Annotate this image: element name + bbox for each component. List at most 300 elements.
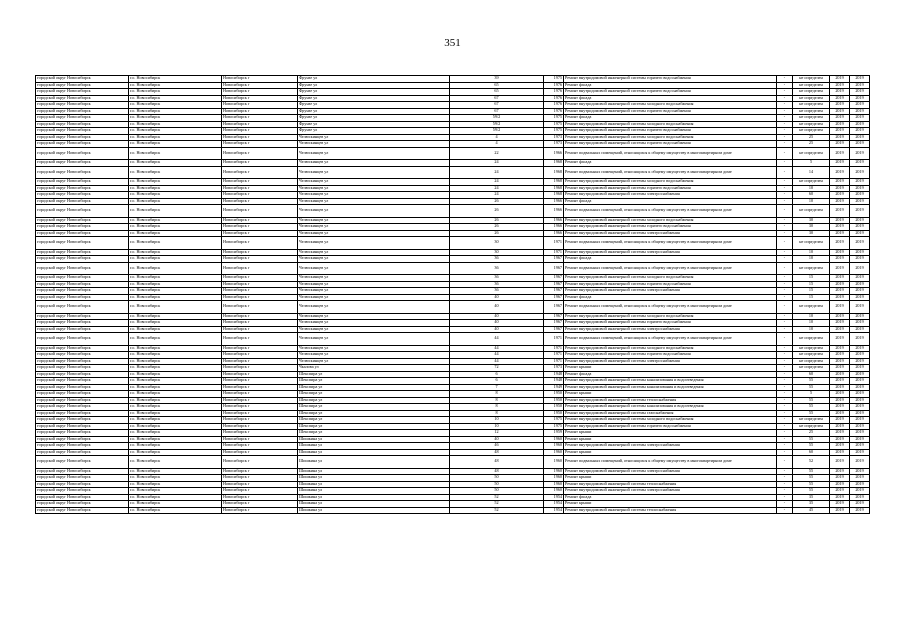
dash-cell: -	[777, 410, 793, 417]
house-number-cell: 8	[450, 404, 544, 411]
street-cell: Фрунзе ул	[298, 76, 450, 83]
dash-cell: -	[777, 230, 793, 237]
year-end-cell: 2019	[850, 95, 870, 102]
year-end-cell: 2019	[850, 115, 870, 122]
district-cell: городской округ Новосибирск	[36, 147, 129, 160]
year-end-cell: 2019	[850, 352, 870, 359]
table-row	[36, 147, 870, 160]
house-number-cell: 46	[450, 443, 544, 450]
street-cell: Шишкина ул	[298, 494, 450, 501]
year-start-cell: 2019	[830, 443, 850, 450]
cost-cell: не определен	[793, 417, 830, 424]
build-year-cell: 1966	[544, 230, 564, 237]
work-type-cell: Ремонт внутридомовой инженерной системы горячего водоснабжения	[564, 224, 777, 231]
work-type-cell: Ремонт фасада	[564, 371, 777, 378]
city-cell: Новосибирск г	[222, 430, 298, 437]
city-cell: Новосибирск г	[222, 417, 298, 424]
district-cell: городской округ Новосибирск	[36, 224, 129, 231]
dash-cell: -	[777, 345, 793, 352]
build-year-cell: 1967	[544, 275, 564, 282]
year-end-cell: 2019	[850, 456, 870, 469]
dash-cell: -	[777, 358, 793, 365]
year-end-cell: 2019	[850, 82, 870, 89]
dash-cell: -	[777, 205, 793, 218]
build-year-cell: 1975	[544, 121, 564, 128]
street-cell: Фрунзе ул	[298, 89, 450, 96]
district-cell: городской округ Новосибирск	[36, 256, 129, 263]
street-cell: Фрунзе ул	[298, 82, 450, 89]
settlement-cell: г.о. Новосибирск	[129, 185, 222, 192]
year-start-cell: 2019	[830, 494, 850, 501]
district-cell: городской округ Новосибирск	[36, 301, 129, 314]
dash-cell: -	[777, 108, 793, 115]
year-end-cell: 2019	[850, 371, 870, 378]
settlement-cell: г.о. Новосибирск	[129, 288, 222, 295]
cost-cell: не определен	[793, 82, 830, 89]
city-cell: Новосибирск г	[222, 141, 298, 148]
build-year-cell: 1968	[544, 185, 564, 192]
district-cell: городской округ Новосибирск	[36, 237, 129, 250]
settlement-cell: г.о. Новосибирск	[129, 192, 222, 199]
house-number-cell: 44	[450, 345, 544, 352]
year-end-cell: 2019	[850, 449, 870, 456]
house-number-cell: 40	[450, 320, 544, 327]
street-cell: Шишкина ул	[298, 449, 450, 456]
house-number-cell: 44	[450, 358, 544, 365]
street-cell: Шекспира ул	[298, 417, 450, 424]
district-cell: городской округ Новосибирск	[36, 166, 129, 179]
city-cell: Новосибирск г	[222, 102, 298, 109]
year-start-cell: 2019	[830, 404, 850, 411]
house-number-cell: 52	[450, 507, 544, 514]
build-year-cell: 1950	[544, 410, 564, 417]
work-type-cell: Ремонт внутридомовой инженерной системы теплоснабжения	[564, 507, 777, 514]
settlement-cell: г.о. Новосибирск	[129, 384, 222, 391]
street-cell: Челюскинцев ул	[298, 185, 450, 192]
district-cell: городской округ Новосибирск	[36, 128, 129, 135]
city-cell: Новосибирск г	[222, 82, 298, 89]
dash-cell: -	[777, 224, 793, 231]
build-year-cell: 1960	[544, 475, 564, 482]
street-cell: Челюскинцев ул	[298, 320, 450, 327]
house-number-cell: 36	[450, 281, 544, 288]
house-number-cell: 6	[450, 378, 544, 385]
house-number-cell: 7	[450, 384, 544, 391]
cost-cell: не определен	[793, 365, 830, 372]
year-start-cell: 2019	[830, 481, 850, 488]
settlement-cell: г.о. Новосибирск	[129, 443, 222, 450]
year-start-cell: 2019	[830, 358, 850, 365]
year-start-cell: 2019	[830, 475, 850, 482]
year-end-cell: 2019	[850, 326, 870, 333]
build-year-cell: 1975	[544, 115, 564, 122]
year-end-cell: 2019	[850, 494, 870, 501]
cost-cell: 55	[793, 468, 830, 475]
build-year-cell: 1968	[544, 192, 564, 199]
work-type-cell: Ремонт внутридомовой инженерной системы холодного водоснабжения	[564, 345, 777, 352]
year-start-cell: 2019	[830, 410, 850, 417]
work-type-cell: Ремонт фасада	[564, 494, 777, 501]
cost-cell: не определен	[793, 262, 830, 275]
year-start-cell: 2019	[830, 89, 850, 96]
build-year-cell: 1968	[544, 179, 564, 186]
house-number-cell: 67	[450, 102, 544, 109]
year-end-cell: 2019	[850, 160, 870, 167]
settlement-cell: г.о. Новосибирск	[129, 436, 222, 443]
year-start-cell: 2019	[830, 256, 850, 263]
city-cell: Новосибирск г	[222, 507, 298, 514]
year-end-cell: 2019	[850, 481, 870, 488]
district-cell: городской округ Новосибирск	[36, 507, 129, 514]
settlement-cell: г.о. Новосибирск	[129, 230, 222, 237]
district-cell: городской округ Новосибирск	[36, 494, 129, 501]
settlement-cell: г.о. Новосибирск	[129, 134, 222, 141]
settlement-cell: г.о. Новосибирск	[129, 475, 222, 482]
settlement-cell: г.о. Новосибирск	[129, 256, 222, 263]
year-start-cell: 2019	[830, 198, 850, 205]
city-cell: Новосибирск г	[222, 391, 298, 398]
dash-cell: -	[777, 294, 793, 301]
build-year-cell: 1966	[544, 217, 564, 224]
work-type-cell: Ремонт внутридомовой инженерной системы холодного водоснабжения	[564, 102, 777, 109]
year-end-cell: 2019	[850, 128, 870, 135]
build-year-cell: 1966	[544, 224, 564, 231]
dash-cell: -	[777, 185, 793, 192]
street-cell: Челюскинцев ул	[298, 345, 450, 352]
work-type-cell: Ремонт фасада	[564, 95, 777, 102]
cost-cell: 55	[793, 436, 830, 443]
build-year-cell: 1971	[544, 333, 564, 346]
year-start-cell: 2019	[830, 365, 850, 372]
district-cell: городской округ Новосибирск	[36, 430, 129, 437]
work-type-cell: Ремонт внутридомовой инженерной системы горячего водоснабжения	[564, 423, 777, 430]
house-number-cell: 24	[450, 166, 544, 179]
settlement-cell: г.о. Новосибирск	[129, 352, 222, 359]
build-year-cell: 1976	[544, 82, 564, 89]
house-number-cell: 6	[450, 371, 544, 378]
city-cell: Новосибирск г	[222, 198, 298, 205]
street-cell: Шишкина ул	[298, 481, 450, 488]
dash-cell: -	[777, 371, 793, 378]
cost-cell: не определен	[793, 108, 830, 115]
cost-cell: 15	[793, 281, 830, 288]
district-cell: городской округ Новосибирск	[36, 108, 129, 115]
district-cell: городской округ Новосибирск	[36, 76, 129, 83]
street-cell: Челюскинцев ул	[298, 217, 450, 224]
settlement-cell: г.о. Новосибирск	[129, 430, 222, 437]
district-cell: городской округ Новосибирск	[36, 288, 129, 295]
settlement-cell: г.о. Новосибирск	[129, 141, 222, 148]
work-type-cell: Ремонт фасада	[564, 115, 777, 122]
city-cell: Новосибирск г	[222, 288, 298, 295]
build-year-cell: 1976	[544, 95, 564, 102]
build-year-cell: 1954	[544, 494, 564, 501]
settlement-cell: г.о. Новосибирск	[129, 449, 222, 456]
settlement-cell: г.о. Новосибирск	[129, 95, 222, 102]
dash-cell: -	[777, 301, 793, 314]
city-cell: Новосибирск г	[222, 76, 298, 83]
settlement-cell: г.о. Новосибирск	[129, 378, 222, 385]
cost-cell: не определен	[793, 333, 830, 346]
city-cell: Новосибирск г	[222, 326, 298, 333]
house-number-cell: 40	[450, 436, 544, 443]
city-cell: Новосибирск г	[222, 410, 298, 417]
city-cell: Новосибирск г	[222, 281, 298, 288]
street-cell: Фрунзе ул	[298, 121, 450, 128]
year-start-cell: 2019	[830, 108, 850, 115]
settlement-cell: г.о. Новосибирск	[129, 237, 222, 250]
settlement-cell: г.о. Новосибирск	[129, 371, 222, 378]
settlement-cell: г.о. Новосибирск	[129, 301, 222, 314]
cost-cell: 60	[793, 371, 830, 378]
city-cell: Новосибирск г	[222, 262, 298, 275]
year-start-cell: 2019	[830, 262, 850, 275]
build-year-cell: 1960	[544, 488, 564, 495]
build-year-cell: 1973	[544, 134, 564, 141]
work-type-cell: Ремонт внутридомовой инженерной системы электроснабжения	[564, 288, 777, 295]
settlement-cell: г.о. Новосибирск	[129, 501, 222, 508]
district-cell: городской округ Новосибирск	[36, 468, 129, 475]
build-year-cell: 1967	[544, 320, 564, 327]
build-year-cell: 1976	[544, 89, 564, 96]
street-cell: Фрунзе ул	[298, 95, 450, 102]
year-start-cell: 2019	[830, 507, 850, 514]
settlement-cell: г.о. Новосибирск	[129, 468, 222, 475]
settlement-cell: г.о. Новосибирск	[129, 423, 222, 430]
city-cell: Новосибирск г	[222, 404, 298, 411]
dash-cell: -	[777, 134, 793, 141]
build-year-cell: 1950	[544, 397, 564, 404]
cost-cell: 10	[793, 326, 830, 333]
house-number-cell: 65	[450, 82, 544, 89]
district-cell: городской округ Новосибирск	[36, 115, 129, 122]
year-start-cell: 2019	[830, 115, 850, 122]
year-end-cell: 2019	[850, 294, 870, 301]
build-year-cell: 1971	[544, 358, 564, 365]
build-year-cell: 1948	[544, 371, 564, 378]
year-end-cell: 2019	[850, 249, 870, 256]
build-year-cell: 1967	[544, 313, 564, 320]
work-type-cell: Ремонт внутридомовой инженерной системы горячего водоснабжения	[564, 281, 777, 288]
work-type-cell: Ремонт внутридомовой инженерной системы теплоснабжения	[564, 481, 777, 488]
house-number-cell: 36	[450, 262, 544, 275]
cost-cell: 25	[793, 134, 830, 141]
dash-cell: -	[777, 423, 793, 430]
dash-cell: -	[777, 121, 793, 128]
dash-cell: -	[777, 417, 793, 424]
year-end-cell: 2019	[850, 301, 870, 314]
cost-cell: 30	[793, 217, 830, 224]
district-cell: городской округ Новосибирск	[36, 449, 129, 456]
year-end-cell: 2019	[850, 121, 870, 128]
year-end-cell: 2019	[850, 256, 870, 263]
year-end-cell: 2019	[850, 262, 870, 275]
street-cell: Челюскинцев ул	[298, 275, 450, 282]
cost-cell: 10	[793, 249, 830, 256]
house-number-cell: 24	[450, 185, 544, 192]
street-cell: Фрунзе ул	[298, 128, 450, 135]
work-type-cell: Ремонт внутридомовой инженерной системы канализования и водоотведения	[564, 404, 777, 411]
dash-cell: -	[777, 82, 793, 89]
street-cell: Шишкина ул	[298, 436, 450, 443]
street-cell: Шекспира ул	[298, 410, 450, 417]
year-end-cell: 2019	[850, 147, 870, 160]
build-year-cell: 1968	[544, 160, 564, 167]
table-row	[36, 205, 870, 218]
table-row	[36, 237, 870, 250]
year-end-cell: 2019	[850, 423, 870, 430]
district-cell: городской округ Новосибирск	[36, 443, 129, 450]
settlement-cell: г.о. Новосибирск	[129, 262, 222, 275]
house-number-cell: 12	[450, 430, 544, 437]
house-number-cell: 44	[450, 352, 544, 359]
cost-cell: не определен	[793, 358, 830, 365]
settlement-cell: г.о. Новосибирск	[129, 333, 222, 346]
cost-cell: не определен	[793, 345, 830, 352]
district-cell: городской округ Новосибирск	[36, 384, 129, 391]
city-cell: Новосибирск г	[222, 358, 298, 365]
year-start-cell: 2019	[830, 423, 850, 430]
settlement-cell: г.о. Новосибирск	[129, 507, 222, 514]
dash-cell: -	[777, 275, 793, 282]
house-number-cell: 10	[450, 423, 544, 430]
cost-cell: не определен	[793, 89, 830, 96]
build-year-cell: 1960	[544, 436, 564, 443]
dash-cell: -	[777, 352, 793, 359]
dash-cell: -	[777, 141, 793, 148]
settlement-cell: г.о. Новосибирск	[129, 166, 222, 179]
house-number-cell: 4	[450, 141, 544, 148]
city-cell: Новосибирск г	[222, 205, 298, 218]
cost-cell: 55	[793, 378, 830, 385]
work-type-cell: Ремонт крыши	[564, 436, 777, 443]
district-cell: городской округ Новосибирск	[36, 230, 129, 237]
build-year-cell: 1967	[544, 301, 564, 314]
street-cell: Челюскинцев ул	[298, 205, 450, 218]
dash-cell: -	[777, 256, 793, 263]
street-cell: Шишкина ул	[298, 501, 450, 508]
dash-cell: -	[777, 115, 793, 122]
street-cell: Шишкина ул	[298, 456, 450, 469]
page-number: 351	[444, 37, 461, 49]
dash-cell: -	[777, 320, 793, 327]
build-year-cell: 1967	[544, 326, 564, 333]
dash-cell: -	[777, 95, 793, 102]
settlement-cell: г.о. Новосибирск	[129, 198, 222, 205]
year-start-cell: 2019	[830, 384, 850, 391]
year-end-cell: 2019	[850, 507, 870, 514]
settlement-cell: г.о. Новосибирск	[129, 417, 222, 424]
settlement-cell: г.о. Новосибирск	[129, 115, 222, 122]
street-cell: Шишкина ул	[298, 443, 450, 450]
city-cell: Новосибирск г	[222, 275, 298, 282]
dash-cell: -	[777, 288, 793, 295]
year-end-cell: 2019	[850, 198, 870, 205]
build-year-cell: 1954	[544, 501, 564, 508]
house-number-cell: 48	[450, 449, 544, 456]
city-cell: Новосибирск г	[222, 365, 298, 372]
work-type-cell: Ремонт внутридомовой инженерной системы горячего водоснабжения	[564, 185, 777, 192]
house-number-cell: 50	[450, 475, 544, 482]
house-number-cell: 44	[450, 333, 544, 346]
cost-cell: 10	[793, 313, 830, 320]
street-cell: Фрунзе ул	[298, 102, 450, 109]
work-type-cell: Ремонт внутридомовой инженерной системы электроснабжения	[564, 192, 777, 199]
city-cell: Новосибирск г	[222, 192, 298, 199]
city-cell: Новосибирск г	[222, 352, 298, 359]
build-year-cell: 1976	[544, 102, 564, 109]
settlement-cell: г.о. Новосибирск	[129, 102, 222, 109]
dash-cell: -	[777, 397, 793, 404]
year-start-cell: 2019	[830, 82, 850, 89]
city-cell: Новосибирск г	[222, 89, 298, 96]
build-year-cell: 1975	[544, 423, 564, 430]
year-start-cell: 2019	[830, 217, 850, 224]
district-cell: городской округ Новосибирск	[36, 275, 129, 282]
city-cell: Новосибирск г	[222, 237, 298, 250]
settlement-cell: г.о. Новосибирск	[129, 397, 222, 404]
year-start-cell: 2019	[830, 185, 850, 192]
house-number-cell: 59/2	[450, 128, 544, 135]
street-cell: Фрунзе ул	[298, 115, 450, 122]
year-start-cell: 2019	[830, 179, 850, 186]
work-type-cell: Ремонт внутридомовой инженерной системы электроснабжения	[564, 249, 777, 256]
city-cell: Новосибирск г	[222, 294, 298, 301]
year-end-cell: 2019	[850, 333, 870, 346]
year-start-cell: 2019	[830, 378, 850, 385]
street-cell: Челюскинцев ул	[298, 249, 450, 256]
settlement-cell: г.о. Новосибирск	[129, 275, 222, 282]
year-start-cell: 2019	[830, 333, 850, 346]
year-end-cell: 2019	[850, 345, 870, 352]
build-year-cell: 1971	[544, 237, 564, 250]
year-start-cell: 2019	[830, 456, 850, 469]
cost-cell: 55	[793, 443, 830, 450]
street-cell: Челюскинцев ул	[298, 141, 450, 148]
house-number-cell: 52	[450, 494, 544, 501]
work-type-cell: Ремонт внутридомовой инженерной системы горячего водоснабжения	[564, 108, 777, 115]
city-cell: Новосибирск г	[222, 179, 298, 186]
build-year-cell: 1960	[544, 443, 564, 450]
work-type-cell: Ремонт внутридомовой инженерной системы газоснабжения	[564, 410, 777, 417]
build-year-cell: 1959	[544, 430, 564, 437]
year-start-cell: 2019	[830, 102, 850, 109]
work-type-cell: Ремонт внутридомовой инженерной системы канализования и водоотведения	[564, 384, 777, 391]
work-type-cell: Ремонт подвальных помещений, относящихся к общему имуществу в многоквартирном доме	[564, 301, 777, 314]
dash-cell: -	[777, 76, 793, 83]
district-cell: городской округ Новосибирск	[36, 436, 129, 443]
dash-cell: -	[777, 217, 793, 224]
work-type-cell: Ремонт подвальных помещений, относящихся к общему имуществу в многоквартирном доме	[564, 262, 777, 275]
dash-cell: -	[777, 475, 793, 482]
build-year-cell: 1950	[544, 404, 564, 411]
year-end-cell: 2019	[850, 501, 870, 508]
build-year-cell: 1976	[544, 108, 564, 115]
settlement-cell: г.о. Новосибирск	[129, 391, 222, 398]
house-number-cell: 67	[450, 108, 544, 115]
house-number-cell: 26	[450, 224, 544, 231]
build-year-cell: 1960	[544, 468, 564, 475]
year-end-cell: 2019	[850, 288, 870, 295]
year-end-cell: 2019	[850, 217, 870, 224]
district-cell: городской округ Новосибирск	[36, 102, 129, 109]
cost-cell: 5	[793, 160, 830, 167]
work-type-cell: Ремонт внутридомовой инженерной системы холодного водоснабжения	[564, 275, 777, 282]
cost-cell: 35	[793, 494, 830, 501]
cost-cell: 55	[793, 384, 830, 391]
cost-cell: 45	[793, 507, 830, 514]
table-row	[36, 166, 870, 179]
